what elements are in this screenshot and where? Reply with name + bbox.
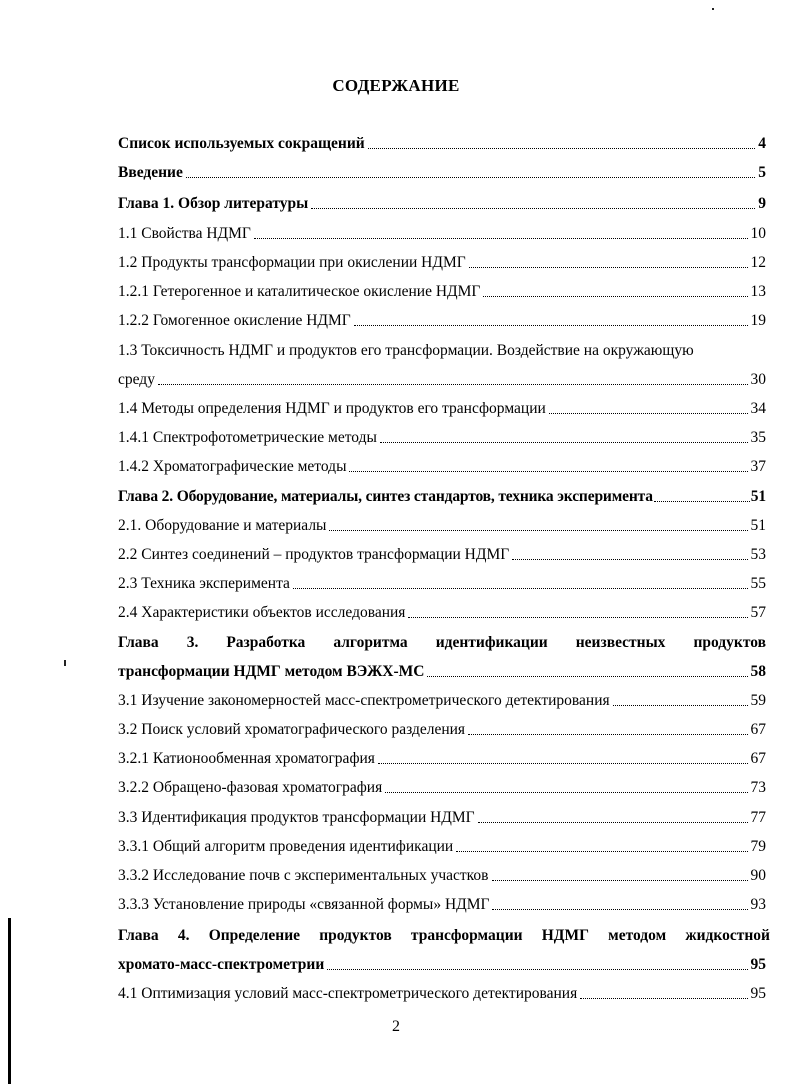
leader-dots: [580, 998, 747, 999]
toc-entry-label: 2.2 Синтез соединений – продуктов трансформации НДМГ: [118, 546, 510, 563]
toc-entry-page: 13: [750, 283, 766, 300]
toc-entry-page: 34: [750, 400, 766, 417]
toc-entry-label: 3.3.2 Исследование почв с экспериментальных участков: [118, 867, 489, 884]
leader-dots: [478, 822, 748, 823]
toc-entry-page: 67: [750, 750, 766, 767]
toc-entry[interactable]: [118, 778, 766, 798]
toc-entry[interactable]: [118, 282, 766, 302]
word: методом: [608, 927, 667, 944]
leader-dots: [483, 296, 747, 297]
toc-entry-page: 51: [750, 488, 766, 505]
toc-entry[interactable]: [118, 399, 766, 419]
toc-entry-page: 77: [750, 809, 766, 826]
toc-entry-label: 1.4.1 Спектрофотометрические методы: [118, 429, 377, 446]
toc-entry-label: 3.3.1 Общий алгоритм проведения идентификации: [118, 838, 454, 855]
toc-entry-label: 2.1. Оборудование и материалы: [118, 517, 327, 534]
toc-entry-label: 1.2.1 Гетерогенное и каталитическое окисление НДМГ: [118, 283, 481, 300]
leader-dots: [354, 325, 748, 326]
toc-entry[interactable]: [118, 808, 766, 828]
word: продуктов: [319, 927, 392, 944]
toc-entry-label: среду: [118, 371, 155, 388]
toc-entry-page: 59: [750, 692, 766, 709]
leader-dots: [349, 471, 747, 472]
leader-dots: [368, 148, 756, 149]
toc-entry-page: 79: [750, 838, 766, 855]
toc-entry-label: 2.3 Техника эксперимента: [118, 575, 290, 592]
toc-entry-page: 73: [750, 779, 766, 796]
toc-entry-label: Введение: [118, 164, 183, 181]
toc-entry-page: 90: [750, 867, 766, 884]
toc-entry[interactable]: [118, 955, 766, 975]
page-number: 2: [392, 1018, 400, 1035]
leader-dots: [427, 676, 747, 677]
toc-entry-label: 3.2 Поиск условий хроматографического разделения: [118, 721, 466, 738]
leader-dots: [311, 208, 755, 209]
toc-entry[interactable]: [118, 691, 766, 711]
toc-entry-first-line: [118, 341, 766, 361]
toc-entry-label: 3.1 Изучение закономерностей масс-спектрометрического детектирования: [118, 692, 610, 709]
toc-entry-page: 95: [750, 956, 766, 973]
word: жидкостной: [685, 927, 770, 944]
word: алгоритма: [333, 634, 408, 651]
toc-entry-label: 1.1 Свойства НДМГ: [118, 225, 251, 242]
toc-entry-page: 57: [750, 604, 766, 621]
leader-dots: [385, 792, 747, 793]
leader-dots: [654, 501, 750, 502]
word: Разработка: [226, 634, 306, 651]
toc-entry-page: 53: [750, 546, 766, 563]
toc-entry-page: 19: [750, 312, 766, 329]
leader-dots: [549, 413, 748, 414]
leader-dots: [186, 177, 755, 178]
toc-entry[interactable]: [118, 837, 766, 857]
toc-entry-page: 30: [750, 371, 766, 388]
toc-entry[interactable]: [118, 134, 766, 154]
toc-entry[interactable]: [118, 720, 766, 740]
toc-entry-label: Список используемых сокращений: [118, 135, 365, 152]
toc-entry-page: 95: [750, 985, 766, 1002]
toc-entry-label: 3.3 Идентификация продуктов трансформации НДМГ: [118, 809, 475, 826]
toc-entry[interactable]: [118, 984, 766, 1004]
toc-entry[interactable]: [118, 545, 766, 565]
toc-entry-page: 10: [750, 225, 766, 242]
toc-entry-label: хромато-масс-спектрометрии: [118, 956, 325, 973]
toc-entry-page: 93: [750, 896, 766, 913]
toc-entry[interactable]: [118, 749, 766, 769]
scan-margin-bar: [8, 918, 11, 1084]
page-title: СОДЕРЖАНИЕ: [332, 76, 460, 95]
toc-entry-page: 12: [750, 254, 766, 271]
word: Глава: [118, 634, 159, 651]
leader-dots: [456, 851, 747, 852]
word: Определение: [208, 927, 301, 944]
toc-entry-label: 1.4 Методы определения НДМГ и продуктов его трансформации: [118, 400, 546, 417]
word: продуктов: [693, 634, 766, 651]
leader-dots: [378, 763, 748, 764]
toc-entry[interactable]: [118, 194, 766, 214]
toc-entry-label: Глава 2. Оборудование, материалы, синтез стандартов, техника эксперимента: [118, 488, 653, 505]
toc-entry[interactable]: [118, 487, 766, 507]
leader-dots: [158, 384, 748, 385]
toc-entry[interactable]: [118, 866, 766, 886]
leader-dots: [293, 588, 748, 589]
scan-speck: [64, 660, 66, 666]
toc-entry-page: 35: [750, 429, 766, 446]
toc-entry-page: 9: [758, 195, 766, 212]
leader-dots: [329, 530, 747, 531]
leader-dots: [380, 442, 748, 443]
toc-entry[interactable]: [118, 516, 766, 536]
word: НДМГ: [541, 927, 589, 944]
toc-entry-page: 5: [758, 164, 766, 181]
toc-entry-label: 3.2.1 Катионообменная хроматография: [118, 750, 375, 767]
toc-entry[interactable]: [118, 603, 766, 623]
toc-entry-label: трансформации НДМГ методом ВЭЖХ-МС: [118, 663, 425, 680]
word: неизвестных: [575, 634, 666, 651]
leader-dots: [492, 880, 748, 881]
word: Глава: [118, 927, 159, 944]
toc-entry-label: 1.4.2 Хроматографические методы: [118, 458, 347, 475]
toc-entry-label: 1.2 Продукты трансформации при окислении НДМГ: [118, 254, 466, 271]
word: 3.: [186, 634, 199, 651]
leader-dots: [468, 734, 747, 735]
leader-dots: [492, 909, 747, 910]
toc-entry-label: 3.2.2 Обращено-фазовая хроматография: [118, 779, 383, 796]
toc-entry-label: Глава 1. Обзор литературы: [118, 195, 309, 212]
toc-entry[interactable]: [118, 428, 766, 448]
toc-entry[interactable]: [118, 457, 766, 477]
toc-entry-page: 58: [750, 663, 766, 680]
toc-entry-label-line1: 1.3 Токсичность НДМГ и продуктов его трансформации. Воздействие на окружающую: [118, 342, 694, 359]
leader-dots: [613, 705, 748, 706]
toc-entry-first-line: [118, 926, 770, 946]
toc-entry[interactable]: [118, 895, 766, 915]
leader-dots: [408, 617, 747, 618]
toc-entry-page: 67: [750, 721, 766, 738]
word: трансформации: [410, 927, 523, 944]
leader-dots: [512, 559, 747, 560]
toc-entry[interactable]: [118, 574, 766, 594]
toc-entry[interactable]: [118, 662, 766, 682]
leader-dots: [469, 267, 748, 268]
word: идентификации: [435, 634, 548, 651]
toc-entry-label: 4.1 Оптимизация условий масс-спектрометрического детектирования: [118, 985, 578, 1002]
toc-entry-page: 55: [750, 575, 766, 592]
toc-entry[interactable]: [118, 370, 766, 390]
toc-entry-label: 1.2.2 Гомогенное окисление НДМГ: [118, 312, 351, 329]
toc-entry-first-line: [118, 633, 766, 653]
toc-entry[interactable]: [118, 224, 766, 244]
toc-entry[interactable]: [118, 253, 766, 273]
scan-speck: [712, 8, 714, 10]
toc-entry[interactable]: [118, 311, 766, 331]
toc-entry[interactable]: [118, 163, 766, 183]
toc-entry-page: 51: [750, 517, 766, 534]
toc-entry-label: 2.4 Характеристики объектов исследования: [118, 604, 406, 621]
leader-dots: [254, 238, 748, 239]
toc-entry-page: 4: [758, 135, 766, 152]
toc-entry-page: 37: [750, 458, 766, 475]
leader-dots: [327, 969, 747, 970]
word: 4.: [177, 927, 190, 944]
toc-entry-label: 3.3.3 Установление природы «связанной формы» НДМГ: [118, 896, 490, 913]
